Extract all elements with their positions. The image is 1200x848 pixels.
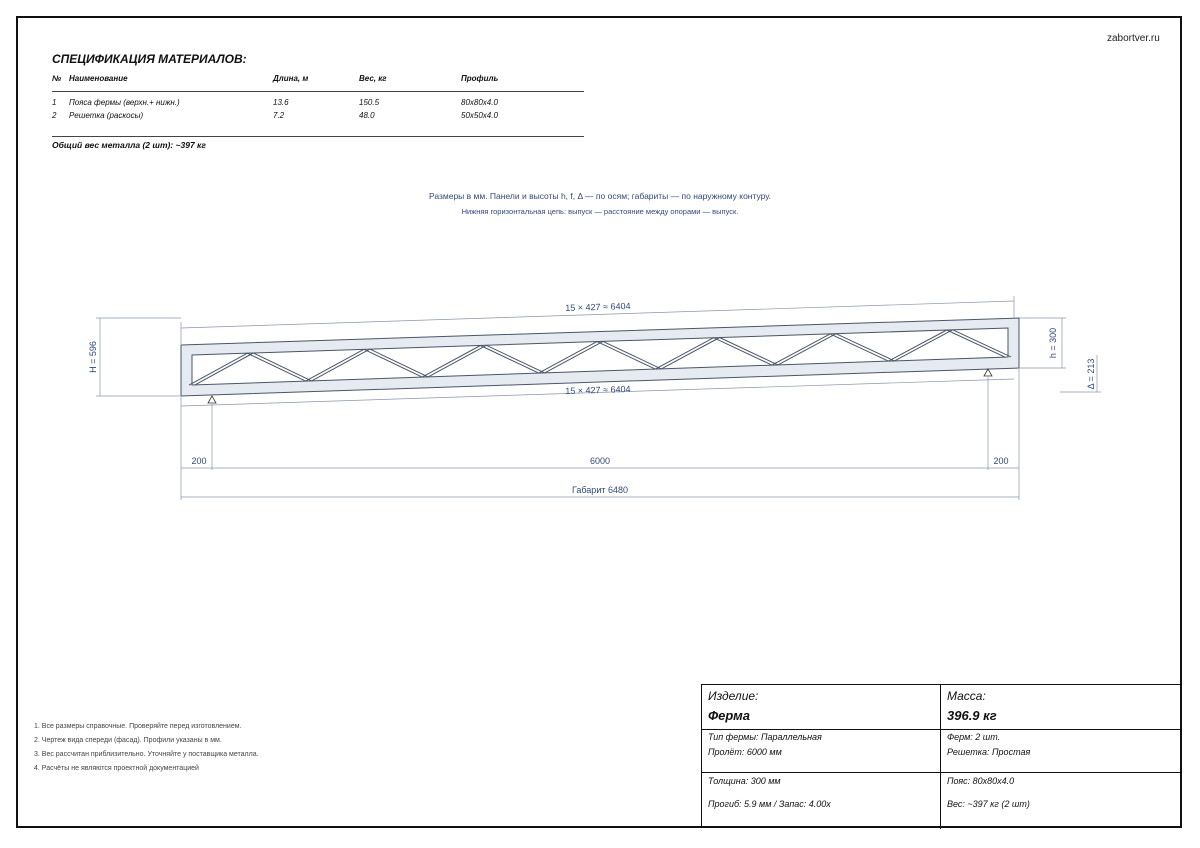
total-weight: Общий вес металла (2 шт): ~397 кг	[52, 140, 206, 150]
total-weight-block: Вес: ~397 кг (2 шт)	[947, 799, 1030, 809]
dim-delta-label: Δ = 213	[1086, 358, 1096, 390]
chord-profile: Пояс: 80x80x4.0	[947, 776, 1015, 786]
support-right	[984, 369, 992, 376]
note-dimensions: Размеры в мм. Панели и высоты h, f, Δ — по осям; габариты — по наружному контуру.	[428, 191, 772, 201]
spec-header-weight: Вес, кг	[359, 74, 387, 83]
site-name: zabortver.ru	[1107, 33, 1160, 44]
dim-overall: Габарит 6480	[571, 485, 629, 495]
note-chain: Нижняя горизонтальная цепь: выпуск — расстояние между опорами — выпуск.	[461, 207, 739, 216]
thickness: Толщина: 300 мм	[708, 776, 781, 786]
footnote: 3. Вес рассчитан приблизительно. Уточняйте у поставщика металла.	[34, 751, 259, 758]
footnote: 4. Расчёты не являются проектной документацией	[34, 765, 199, 772]
spec-header-name: Наименование	[69, 74, 128, 83]
product-label: Изделие:	[708, 689, 759, 703]
dim-span: 6000	[589, 456, 611, 466]
support-left	[208, 396, 216, 403]
spec-cell-weight: 48.0	[359, 111, 375, 120]
dim-top-label: 15 × 427 ≈ 6404	[565, 300, 631, 314]
lattice-type: Решетка: Простая	[947, 747, 1031, 757]
product-value: Ферма	[708, 708, 750, 723]
spec-cell-name: Решетка (раскосы)	[69, 111, 144, 120]
spec-title: СПЕЦИФИКАЦИЯ МАТЕРИАЛОВ:	[52, 52, 247, 66]
spec-cell-profile: 80x80x4.0	[461, 98, 498, 107]
spec-cell-length: 13.6	[273, 98, 289, 107]
spec-cell-weight: 150.5	[359, 98, 380, 107]
footnotes	[34, 720, 259, 776]
spec-header-no: №	[52, 74, 62, 83]
footnote: 1. Все размеры справочные. Проверяйте перед изготовлением.	[34, 723, 242, 730]
dim-bottom-label: 15 × 427 ≈ 6404	[565, 383, 631, 397]
dim-right-overhang: 200	[993, 456, 1009, 466]
truss-span: Пролёт: 6000 мм	[708, 747, 782, 757]
spec-cell-no: 2	[52, 111, 57, 120]
dim-H-label: H = 596	[88, 341, 98, 373]
dim-left-overhang: 200	[191, 456, 207, 466]
spec-cell-name: Пояса фермы (верхн.+ нижн.)	[69, 98, 180, 107]
mass-value: 396.9 кг	[947, 708, 997, 723]
dim-h-label: h = 300	[1048, 327, 1058, 359]
truss-count: Ферм: 2 шт.	[947, 732, 1001, 742]
deflection: Прогиб: 5.9 мм / Запас: 4.00x	[708, 799, 831, 809]
spec-cell-no: 1	[52, 98, 57, 107]
spec-header-profile: Профиль	[461, 74, 499, 83]
spec-cell-length: 7.2	[273, 111, 285, 120]
truss-type: Тип фермы: Параллельная	[708, 732, 822, 742]
mass-label: Масса:	[947, 689, 986, 703]
footnote: 2. Чертеж вида спереди (фасад). Профили указаны в мм.	[34, 737, 222, 744]
spec-cell-profile: 50x50x4.0	[461, 111, 498, 120]
title-block	[701, 684, 1180, 828]
spec-header-length: Длина, м	[273, 74, 309, 83]
